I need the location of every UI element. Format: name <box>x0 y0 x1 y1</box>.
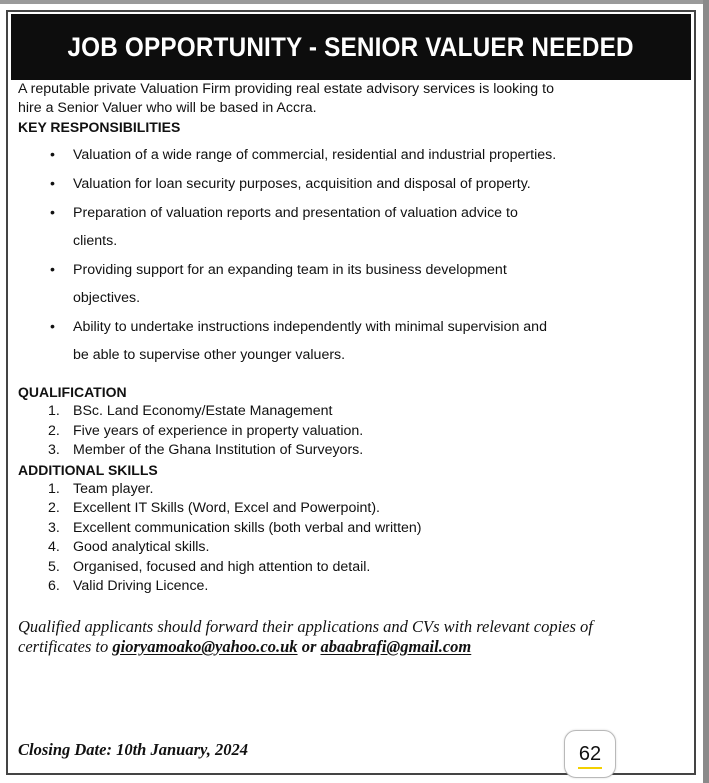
skill-text: Excellent IT Skills (Word, Excel and Powerpoint). <box>73 500 380 516</box>
item-number: 5. <box>48 558 60 575</box>
responsibility-text-continued: clients. <box>73 233 118 249</box>
responsibilities-heading: KEY RESPONSIBILITIES <box>18 119 181 135</box>
responsibility-text: Valuation of a wide range of commercial, residential and industrial properties. <box>73 147 557 163</box>
application-instructions <box>18 617 673 657</box>
right-edge-strip <box>703 0 709 783</box>
instructions-prefix: certificates to <box>18 636 113 656</box>
skill-text: Organised, focused and high attention to detail. <box>73 558 371 575</box>
bullet-icon: • <box>50 319 55 335</box>
skill-text: Team player. <box>73 480 154 497</box>
responsibility-text: Valuation for loan security purposes, acquisition and disposal of property. <box>73 176 531 192</box>
responsibility-text: Providing support for an expanding team in its business development <box>73 262 507 278</box>
skills-list <box>18 480 673 597</box>
item-number: 1. <box>48 480 60 497</box>
responsibility-text: Ability to undertake instructions independently with minimal supervision and <box>73 319 547 335</box>
item-number: 2. <box>48 422 60 439</box>
responsibility-text-continued: objectives. <box>73 290 141 306</box>
list-item <box>18 577 673 597</box>
item-number: 1. <box>48 403 60 419</box>
responsibility-text: Preparation of valuation reports and presentation of valuation advice to <box>73 205 518 221</box>
email-link-secondary[interactable]: abaabrafi@gmail.com <box>320 636 472 656</box>
list-item <box>18 402 673 422</box>
email-joiner: or <box>297 636 321 656</box>
list-item <box>18 199 673 255</box>
email-link-primary[interactable]: gioryamoako@yahoo.co.uk <box>112 636 298 656</box>
list-item <box>18 256 673 312</box>
list-item <box>18 170 673 198</box>
item-number: 3. <box>48 442 60 458</box>
list-item <box>18 519 673 539</box>
skill-text: Valid Driving Licence. <box>73 578 209 594</box>
list-item <box>18 499 673 519</box>
list-item <box>18 480 673 500</box>
list-item <box>18 422 673 442</box>
list-item <box>18 558 673 578</box>
intro-line-2: hire a Senior Valuer who will be based in Accra. <box>18 100 317 116</box>
instructions-line-1: Qualified applicants should forward their applications and CVs with relevant copies of <box>18 616 593 636</box>
document-body <box>18 80 673 657</box>
top-edge-strip <box>0 0 709 4</box>
responsibility-text-continued: be able to supervise other younger valuers. <box>73 347 346 363</box>
responsibilities-list <box>18 141 673 369</box>
item-number: 6. <box>48 578 60 594</box>
qualification-text: Member of the Ghana Institution of Surveyors. <box>73 442 364 458</box>
skill-text: Good analytical skills. <box>73 539 210 555</box>
bullet-icon: • <box>50 176 55 192</box>
qualification-list <box>18 402 673 461</box>
qualification-text: BSc. Land Economy/Estate Management <box>73 403 333 419</box>
item-number: 3. <box>48 519 60 536</box>
item-number: 4. <box>48 539 60 555</box>
list-item <box>18 141 673 169</box>
bullet-icon: • <box>50 147 55 163</box>
closing-date: Closing Date: 10th January, 2024 <box>18 740 248 759</box>
bullet-icon: • <box>50 205 55 221</box>
bullet-icon: • <box>50 262 55 278</box>
title-banner <box>11 14 691 80</box>
item-number: 2. <box>48 500 60 516</box>
qualification-text: Five years of experience in property valuation. <box>73 422 364 439</box>
skills-heading: ADDITIONAL SKILLS <box>18 461 158 478</box>
list-item <box>18 313 673 369</box>
list-item <box>18 538 673 558</box>
list-item <box>18 441 673 461</box>
page-title: JOB OPPORTUNITY - SENIOR VALUER NEEDED <box>67 31 635 62</box>
intro-paragraph <box>18 80 673 118</box>
page-number-badge: 62 <box>564 730 616 778</box>
intro-line-1: A reputable private Valuation Firm providing real estate advisory services is looking to <box>18 81 554 97</box>
skill-text: Excellent communication skills (both verbal and written) <box>73 519 422 536</box>
qualification-heading: QUALIFICATION <box>18 384 127 400</box>
